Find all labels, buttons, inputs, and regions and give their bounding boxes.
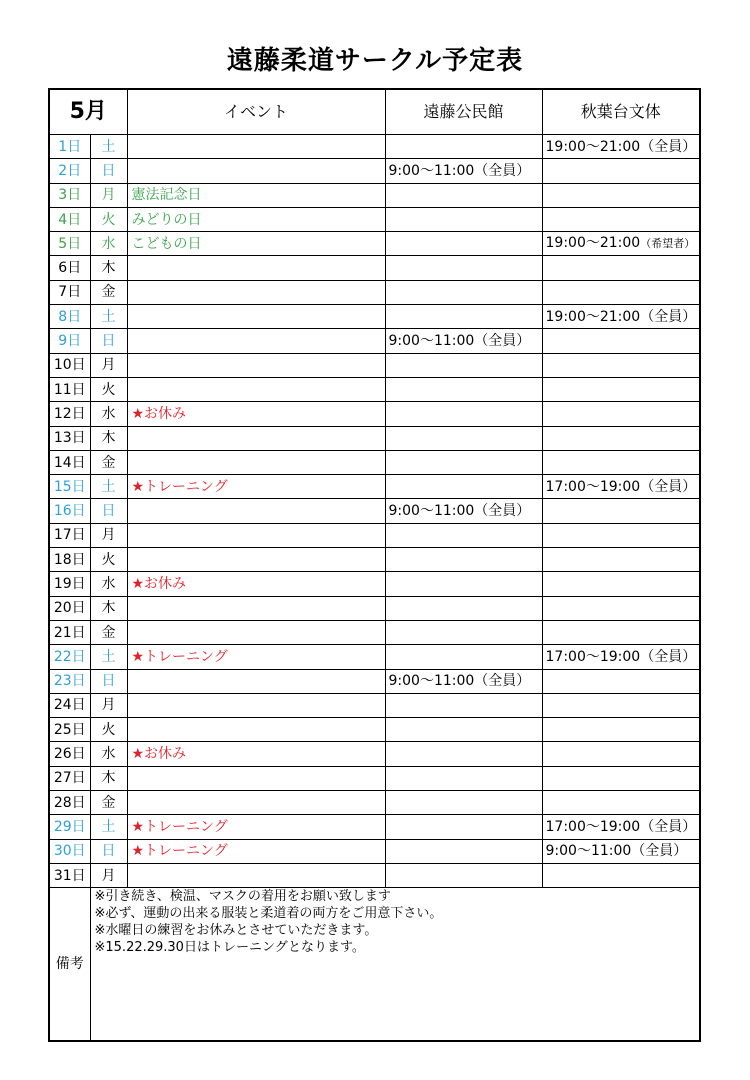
event-cell: ★お休み bbox=[127, 572, 385, 596]
venue2-cell bbox=[542, 207, 700, 231]
event-cell: ★トレーニング bbox=[127, 475, 385, 499]
table-row bbox=[49, 863, 700, 887]
venue1-cell bbox=[385, 256, 542, 280]
day-cell: 12日 bbox=[49, 402, 90, 426]
table-row bbox=[49, 742, 700, 766]
schedule-table bbox=[48, 88, 701, 1042]
venue1-cell bbox=[385, 523, 542, 547]
event-cell bbox=[127, 426, 385, 450]
table-row bbox=[49, 718, 700, 742]
day-cell: 19日 bbox=[49, 572, 90, 596]
table-row bbox=[49, 791, 700, 815]
venue2-time: 17:00〜19:00（全員） bbox=[545, 478, 697, 495]
table-row bbox=[49, 450, 700, 474]
weekday-cell: 日 bbox=[90, 159, 127, 183]
weekday-cell: 月 bbox=[90, 863, 127, 887]
event-cell bbox=[127, 305, 385, 329]
event-cell bbox=[127, 693, 385, 717]
weekday-cell: 金 bbox=[90, 620, 127, 644]
venue1-cell bbox=[385, 548, 542, 572]
weekday-cell: 土 bbox=[90, 815, 127, 839]
venue1-cell bbox=[385, 718, 542, 742]
table-row bbox=[49, 256, 700, 280]
venue1-cell bbox=[385, 402, 542, 426]
venue2-cell bbox=[542, 256, 700, 280]
day-cell: 30日 bbox=[49, 839, 90, 863]
venue2-cell bbox=[542, 499, 700, 523]
weekday-cell: 土 bbox=[90, 305, 127, 329]
day-cell: 17日 bbox=[49, 523, 90, 547]
event-cell bbox=[127, 669, 385, 693]
venue1-cell bbox=[385, 839, 542, 863]
venue2-cell bbox=[542, 232, 700, 256]
table-row bbox=[49, 693, 700, 717]
day-cell: 29日 bbox=[49, 815, 90, 839]
venue2-note: （希望者） bbox=[640, 237, 696, 251]
weekday-cell: 月 bbox=[90, 183, 127, 207]
venue2-cell bbox=[542, 280, 700, 304]
table-row bbox=[49, 377, 700, 401]
venue2-cell bbox=[542, 645, 700, 669]
event-cell bbox=[127, 377, 385, 401]
event-cell bbox=[127, 499, 385, 523]
weekday-cell: 月 bbox=[90, 693, 127, 717]
venue1-cell bbox=[385, 377, 542, 401]
weekday-cell: 火 bbox=[90, 207, 127, 231]
weekday-cell: 金 bbox=[90, 280, 127, 304]
venue2-cell bbox=[542, 329, 700, 353]
event-cell bbox=[127, 523, 385, 547]
venue1-cell bbox=[385, 596, 542, 620]
notes-row bbox=[49, 888, 700, 1042]
weekday-cell: 木 bbox=[90, 596, 127, 620]
day-cell: 23日 bbox=[49, 669, 90, 693]
event-cell: こどもの日 bbox=[127, 232, 385, 256]
schedule-body bbox=[49, 135, 700, 888]
note-line: ※引き続き、検温、マスクの着用をお願い致します bbox=[94, 889, 391, 905]
venue2-cell bbox=[542, 742, 700, 766]
event-cell bbox=[127, 159, 385, 183]
note-line: ※水曜日の練習をお休みとさせていただきます。 bbox=[94, 923, 378, 939]
table-row bbox=[49, 620, 700, 644]
table-row bbox=[49, 669, 700, 693]
venue1-cell: 9:00〜11:00（全員） bbox=[385, 329, 542, 353]
day-cell: 24日 bbox=[49, 693, 90, 717]
day-cell: 15日 bbox=[49, 475, 90, 499]
day-cell: 20日 bbox=[49, 596, 90, 620]
venue2-time: 19:00〜21:00（全員） bbox=[545, 138, 697, 155]
event-cell: ★トレーニング bbox=[127, 815, 385, 839]
day-cell: 26日 bbox=[49, 742, 90, 766]
day-cell: 22日 bbox=[49, 645, 90, 669]
table-row bbox=[49, 232, 700, 256]
venue1-cell bbox=[385, 742, 542, 766]
venue1-cell bbox=[385, 353, 542, 377]
event-cell: ★お休み bbox=[127, 742, 385, 766]
event-cell bbox=[127, 766, 385, 790]
venue2-cell bbox=[542, 815, 700, 839]
day-cell: 7日 bbox=[49, 280, 90, 304]
venue2-cell bbox=[542, 159, 700, 183]
notes-cell bbox=[90, 888, 700, 1042]
weekday-cell: 月 bbox=[90, 353, 127, 377]
venue2-time: 19:00〜21:00 bbox=[545, 235, 641, 252]
venue2-cell bbox=[542, 353, 700, 377]
weekday-cell: 日 bbox=[90, 329, 127, 353]
day-cell: 1日 bbox=[49, 135, 90, 159]
note-line: ※必ず、運動の出来る服装と柔道着の両方をご用意下さい。 bbox=[94, 906, 443, 922]
table-row bbox=[49, 280, 700, 304]
venue1-cell bbox=[385, 183, 542, 207]
venue2-cell bbox=[542, 523, 700, 547]
venue2-time: 17:00〜19:00（全員） bbox=[545, 648, 697, 665]
venue1-cell: 9:00〜11:00（全員） bbox=[385, 669, 542, 693]
venue2-cell bbox=[542, 135, 700, 159]
table-row bbox=[49, 839, 700, 863]
venue2-time: 9:00〜11:00（全員） bbox=[545, 843, 688, 860]
day-cell: 18日 bbox=[49, 548, 90, 572]
venue2-time: 19:00〜21:00（全員） bbox=[545, 308, 697, 325]
day-cell: 2日 bbox=[49, 159, 90, 183]
table-row bbox=[49, 183, 700, 207]
table-row bbox=[49, 645, 700, 669]
venue1-cell bbox=[385, 572, 542, 596]
day-cell: 11日 bbox=[49, 377, 90, 401]
venue1-header: 遠藤公民館 bbox=[385, 89, 542, 135]
weekday-cell: 土 bbox=[90, 135, 127, 159]
day-cell: 14日 bbox=[49, 450, 90, 474]
venue2-cell bbox=[542, 183, 700, 207]
day-cell: 8日 bbox=[49, 305, 90, 329]
event-cell bbox=[127, 256, 385, 280]
weekday-cell: 水 bbox=[90, 402, 127, 426]
day-cell: 4日 bbox=[49, 207, 90, 231]
weekday-cell: 月 bbox=[90, 523, 127, 547]
weekday-cell: 日 bbox=[90, 839, 127, 863]
day-cell: 3日 bbox=[49, 183, 90, 207]
venue1-cell bbox=[385, 207, 542, 231]
weekday-cell: 火 bbox=[90, 548, 127, 572]
table-row bbox=[49, 523, 700, 547]
day-cell: 10日 bbox=[49, 353, 90, 377]
day-cell: 9日 bbox=[49, 329, 90, 353]
venue1-cell bbox=[385, 232, 542, 256]
day-cell: 6日 bbox=[49, 256, 90, 280]
weekday-cell: 木 bbox=[90, 766, 127, 790]
venue2-cell bbox=[542, 693, 700, 717]
venue2-cell bbox=[542, 620, 700, 644]
table-row bbox=[49, 353, 700, 377]
venue2-cell bbox=[542, 791, 700, 815]
venue2-cell bbox=[542, 377, 700, 401]
event-header: イベント bbox=[127, 89, 385, 135]
day-cell: 31日 bbox=[49, 863, 90, 887]
table-row bbox=[49, 426, 700, 450]
note-line: ※15.22.29.30日はトレーニングとなります。 bbox=[94, 940, 365, 956]
venue2-time: 17:00〜19:00（全員） bbox=[545, 818, 697, 835]
day-cell: 27日 bbox=[49, 766, 90, 790]
weekday-cell: 木 bbox=[90, 426, 127, 450]
venue1-cell bbox=[385, 863, 542, 887]
event-cell: 憲法記念日 bbox=[127, 183, 385, 207]
weekday-cell: 土 bbox=[90, 475, 127, 499]
venue2-header: 秋葉台文体 bbox=[542, 89, 700, 135]
table-row bbox=[49, 329, 700, 353]
venue2-cell bbox=[542, 596, 700, 620]
event-cell bbox=[127, 548, 385, 572]
venue2-cell bbox=[542, 402, 700, 426]
venue1-cell bbox=[385, 693, 542, 717]
weekday-cell: 木 bbox=[90, 256, 127, 280]
table-row bbox=[49, 207, 700, 231]
table-row bbox=[49, 572, 700, 596]
venue1-cell bbox=[385, 135, 542, 159]
day-cell: 16日 bbox=[49, 499, 90, 523]
event-cell bbox=[127, 863, 385, 887]
venue1-cell bbox=[385, 815, 542, 839]
event-cell: ★トレーニング bbox=[127, 645, 385, 669]
venue2-cell bbox=[542, 426, 700, 450]
event-cell bbox=[127, 135, 385, 159]
table-row bbox=[49, 305, 700, 329]
venue1-cell bbox=[385, 426, 542, 450]
venue2-cell bbox=[542, 669, 700, 693]
venue2-cell bbox=[542, 766, 700, 790]
event-cell bbox=[127, 718, 385, 742]
table-row bbox=[49, 402, 700, 426]
weekday-cell: 水 bbox=[90, 572, 127, 596]
table-row bbox=[49, 475, 700, 499]
weekday-cell: 火 bbox=[90, 718, 127, 742]
day-cell: 13日 bbox=[49, 426, 90, 450]
table-row bbox=[49, 135, 700, 159]
day-cell: 21日 bbox=[49, 620, 90, 644]
event-cell: ★トレーニング bbox=[127, 839, 385, 863]
table-row bbox=[49, 815, 700, 839]
day-cell: 28日 bbox=[49, 791, 90, 815]
event-cell: ★お休み bbox=[127, 402, 385, 426]
venue1-cell: 9:00〜11:00（全員） bbox=[385, 159, 542, 183]
venue1-cell bbox=[385, 620, 542, 644]
table-row bbox=[49, 499, 700, 523]
table-row bbox=[49, 596, 700, 620]
venue2-cell bbox=[542, 718, 700, 742]
table-row bbox=[49, 548, 700, 572]
weekday-cell: 水 bbox=[90, 232, 127, 256]
venue2-cell bbox=[542, 839, 700, 863]
weekday-cell: 火 bbox=[90, 377, 127, 401]
event-cell bbox=[127, 353, 385, 377]
weekday-cell: 水 bbox=[90, 742, 127, 766]
month-header: 5月 bbox=[49, 89, 127, 135]
venue2-cell bbox=[542, 863, 700, 887]
venue1-cell bbox=[385, 450, 542, 474]
venue2-cell bbox=[542, 548, 700, 572]
weekday-cell: 日 bbox=[90, 669, 127, 693]
weekday-cell: 金 bbox=[90, 450, 127, 474]
day-cell: 25日 bbox=[49, 718, 90, 742]
event-cell bbox=[127, 329, 385, 353]
table-row bbox=[49, 766, 700, 790]
venue1-cell bbox=[385, 645, 542, 669]
weekday-cell: 日 bbox=[90, 499, 127, 523]
event-cell: みどりの日 bbox=[127, 207, 385, 231]
venue2-cell bbox=[542, 305, 700, 329]
venue1-cell bbox=[385, 791, 542, 815]
venue2-cell bbox=[542, 450, 700, 474]
venue1-cell: 9:00〜11:00（全員） bbox=[385, 499, 542, 523]
event-cell bbox=[127, 450, 385, 474]
event-cell bbox=[127, 620, 385, 644]
table-row bbox=[49, 159, 700, 183]
venue2-cell bbox=[542, 572, 700, 596]
event-cell bbox=[127, 791, 385, 815]
notes-label: 備考 bbox=[49, 888, 90, 1042]
venue1-cell bbox=[385, 766, 542, 790]
venue2-cell bbox=[542, 475, 700, 499]
event-cell bbox=[127, 596, 385, 620]
weekday-cell: 土 bbox=[90, 645, 127, 669]
event-cell bbox=[127, 280, 385, 304]
header-row bbox=[49, 89, 700, 135]
venue1-cell bbox=[385, 305, 542, 329]
day-cell: 5日 bbox=[49, 232, 90, 256]
page-title: 遠藤柔道サークル予定表 bbox=[226, 46, 524, 76]
venue1-cell bbox=[385, 475, 542, 499]
weekday-cell: 金 bbox=[90, 791, 127, 815]
venue1-cell bbox=[385, 280, 542, 304]
